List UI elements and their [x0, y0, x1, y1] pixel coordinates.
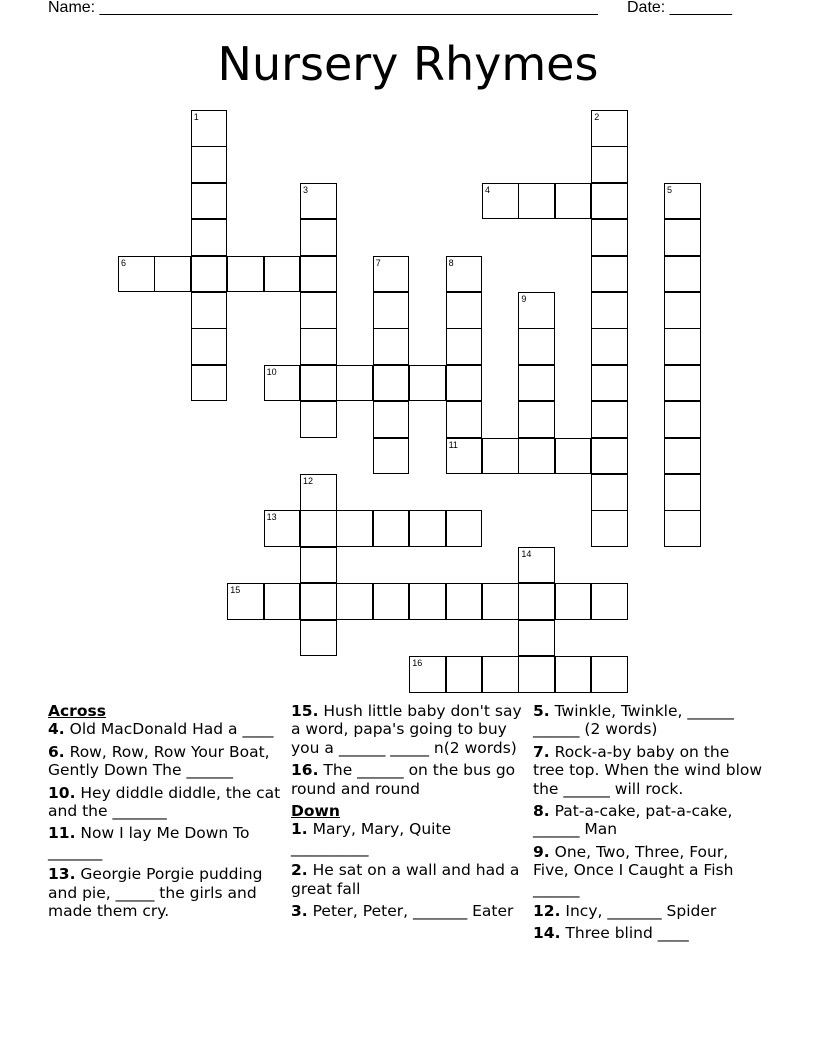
- crossword-cell[interactable]: [555, 583, 592, 620]
- crossword-cell[interactable]: [591, 474, 628, 511]
- crossword-cell[interactable]: [664, 292, 701, 329]
- clue-number-label: 4.: [48, 720, 65, 739]
- crossword-cell[interactable]: [518, 365, 555, 402]
- crossword-cell[interactable]: [191, 365, 228, 402]
- crossword-cell[interactable]: [300, 401, 337, 438]
- clue-number: 16: [412, 658, 423, 668]
- crossword-cell[interactable]: [300, 620, 337, 657]
- crossword-cell[interactable]: [191, 256, 228, 293]
- clue-number: 7: [375, 257, 381, 268]
- crossword-cell[interactable]: [555, 438, 592, 475]
- clue-item: [533, 743, 765, 798]
- down-heading: Down: [291, 802, 340, 821]
- clue-number: 15: [230, 585, 241, 596]
- clue-number: 4: [485, 184, 491, 195]
- clue-number: 12: [303, 476, 314, 486]
- crossword-cell[interactable]: [446, 292, 483, 329]
- crossword-cell[interactable]: [591, 401, 628, 438]
- crossword-cell[interactable]: [118, 256, 155, 293]
- crossword-cell[interactable]: [373, 328, 410, 365]
- crossword-cell[interactable]: [664, 438, 701, 475]
- clue-text: Incy, _______ Spider: [560, 902, 717, 921]
- clue-number: 2: [594, 112, 600, 122]
- crossword-cell[interactable]: [300, 256, 337, 293]
- clue-number: 1: [193, 112, 199, 122]
- crossword-cell[interactable]: [300, 292, 337, 329]
- clue-number: 3: [303, 184, 309, 195]
- clue-text: Mary, Mary, Quite __________: [291, 820, 452, 857]
- crossword-cell[interactable]: [300, 183, 337, 220]
- crossword-cell[interactable]: [446, 583, 483, 620]
- crossword-cell[interactable]: [373, 292, 410, 329]
- crossword-cell[interactable]: [482, 438, 519, 475]
- crossword-cell[interactable]: [591, 292, 628, 329]
- clue-number-label: 9.: [533, 842, 550, 861]
- clue-text: One, Two, Three, Four, Five, Once I Caught a Fish ______: [533, 842, 734, 898]
- crossword-cell[interactable]: [336, 583, 373, 620]
- clue-number: 5: [667, 184, 673, 195]
- crossword-cell[interactable]: [518, 183, 555, 220]
- clue-text: The ______ on the bus go round and round: [291, 761, 516, 798]
- crossword-cell[interactable]: [264, 510, 301, 547]
- crossword-cell[interactable]: [591, 110, 628, 147]
- clues-column-3: [533, 702, 765, 947]
- crossword-cell[interactable]: [446, 401, 483, 438]
- clue-item: [48, 824, 284, 861]
- crossword-cell[interactable]: [591, 510, 628, 547]
- clues-column-2: [291, 702, 523, 924]
- crossword-cell[interactable]: [336, 365, 373, 402]
- crossword-cell[interactable]: [664, 365, 701, 402]
- clue-number-label: 1.: [291, 820, 308, 839]
- clue-text: Rock-a-by baby on the tree top. When the wind blow the ______ will rock.: [533, 742, 763, 798]
- crossword-cell[interactable]: [518, 292, 555, 329]
- clue-number-label: 8.: [533, 802, 550, 821]
- clue-item: [48, 720, 284, 738]
- clue-item: [533, 924, 765, 942]
- clue-item: [291, 702, 523, 757]
- crossword-cell[interactable]: [555, 656, 592, 693]
- name-field-label: Name: ________________________________________________________: [48, 0, 598, 16]
- crossword-cell[interactable]: [591, 146, 628, 183]
- clue-number-label: 10.: [48, 783, 76, 802]
- crossword-cell[interactable]: [518, 438, 555, 475]
- crossword-cell[interactable]: [664, 328, 701, 365]
- clue-text: He sat on a wall and had a great fall: [291, 861, 520, 898]
- crossword-cell[interactable]: [591, 656, 628, 693]
- crossword-cell[interactable]: [373, 401, 410, 438]
- clue-item: [533, 702, 765, 739]
- clue-item: [291, 820, 523, 857]
- crossword-cell[interactable]: [300, 583, 337, 620]
- clue-text: Now I lay Me Down To _______: [48, 824, 250, 861]
- crossword-cell[interactable]: [446, 510, 483, 547]
- crossword-cell[interactable]: [264, 583, 301, 620]
- crossword-cell[interactable]: [591, 219, 628, 256]
- clue-text: Old MacDonald Had a ____: [64, 720, 274, 739]
- crossword-cell[interactable]: [518, 656, 555, 693]
- crossword-cell[interactable]: [191, 219, 228, 256]
- crossword-cell[interactable]: [664, 183, 701, 220]
- clue-item: [48, 865, 284, 920]
- crossword-cell[interactable]: [446, 438, 483, 475]
- crossword-cell[interactable]: [664, 474, 701, 511]
- crossword-cell[interactable]: [409, 583, 446, 620]
- crossword-cell[interactable]: [446, 328, 483, 365]
- clue-number-label: 5.: [533, 702, 550, 720]
- clue-number-label: 12.: [533, 902, 561, 921]
- clue-item: [533, 843, 765, 898]
- crossword-cell[interactable]: [446, 656, 483, 693]
- date-field-label: Date: _______: [627, 0, 732, 16]
- crossword-cell[interactable]: [300, 547, 337, 584]
- clue-item: [48, 743, 284, 780]
- crossword-cell[interactable]: [227, 256, 264, 293]
- crossword-cell[interactable]: [482, 583, 519, 620]
- clue-item: [533, 902, 765, 920]
- crossword-cell[interactable]: [373, 365, 410, 402]
- crossword-cell[interactable]: [664, 401, 701, 438]
- clue-number-label: 16.: [291, 761, 319, 780]
- clue-number: 10: [266, 366, 277, 377]
- clue-number-label: 15.: [291, 702, 319, 720]
- crossword-cell[interactable]: [373, 583, 410, 620]
- crossword-cell[interactable]: [664, 510, 701, 547]
- clue-item: [291, 902, 523, 920]
- crossword-cell[interactable]: [191, 328, 228, 365]
- clue-item: [291, 861, 523, 898]
- crossword-cell[interactable]: [409, 656, 446, 693]
- clue-number: 9: [521, 294, 527, 304]
- crossword-cell[interactable]: [191, 110, 228, 147]
- crossword-cell[interactable]: [191, 292, 228, 329]
- crossword-cell[interactable]: [482, 183, 519, 220]
- clue-number-label: 7.: [533, 742, 550, 761]
- crossword-cell[interactable]: [373, 510, 410, 547]
- crossword-cell[interactable]: [227, 583, 264, 620]
- crossword-cell[interactable]: [300, 510, 337, 547]
- crossword-cell[interactable]: [409, 510, 446, 547]
- crossword-cell[interactable]: [264, 256, 301, 293]
- crossword-cell[interactable]: [154, 256, 191, 293]
- clue-item: [291, 761, 523, 798]
- clue-number-label: 11.: [48, 824, 76, 843]
- clue-number-label: 3.: [291, 902, 308, 921]
- clue-number: 14: [521, 548, 532, 559]
- crossword-cell[interactable]: [591, 438, 628, 475]
- page-title: Nursery Rhymes: [217, 37, 599, 91]
- crossword-cell[interactable]: [482, 656, 519, 693]
- crossword-cell[interactable]: [518, 583, 555, 620]
- clue-number: 11: [448, 439, 458, 450]
- across-heading: Across: [48, 702, 106, 720]
- crossword-cell[interactable]: [664, 219, 701, 256]
- crossword-cell[interactable]: [191, 183, 228, 220]
- crossword-cell[interactable]: [555, 183, 592, 220]
- clue-number-label: 14.: [533, 924, 561, 943]
- clue-text: Pat-a-cake, pat-a-cake, ______ Man: [533, 802, 733, 839]
- clue-text: Three blind ____: [560, 924, 689, 943]
- crossword-cell[interactable]: [591, 256, 628, 293]
- crossword-cell[interactable]: [300, 365, 337, 402]
- crossword-cell[interactable]: [518, 328, 555, 365]
- clue-number: 13: [266, 512, 277, 523]
- crossword-cell[interactable]: [300, 328, 337, 365]
- clue-text: Hey diddle diddle, the cat and the _______: [48, 783, 281, 821]
- clues-column-1: [48, 702, 284, 924]
- crossword-cell[interactable]: [373, 256, 410, 293]
- clue-item: [533, 802, 765, 839]
- clue-number: 8: [448, 257, 454, 268]
- crossword-cell[interactable]: [518, 547, 555, 584]
- crossword-cell[interactable]: [191, 146, 228, 183]
- crossword-cell[interactable]: [518, 620, 555, 657]
- clue-text: Peter, Peter, _______ Eater: [307, 902, 514, 921]
- crossword-cell[interactable]: [664, 256, 701, 293]
- crossword-cell[interactable]: [300, 219, 337, 256]
- clue-number-label: 6.: [48, 742, 65, 761]
- crossword-cell[interactable]: [591, 328, 628, 365]
- crossword-cell[interactable]: [300, 474, 337, 511]
- crossword-cell[interactable]: [591, 365, 628, 402]
- crossword-cell[interactable]: [591, 583, 628, 620]
- clue-text: Row, Row, Row Your Boat, Gently Down The ______: [48, 742, 270, 780]
- clue-number-label: 2.: [291, 861, 308, 880]
- crossword-cell[interactable]: [409, 365, 446, 402]
- crossword-cell[interactable]: [446, 256, 483, 293]
- crossword-cell[interactable]: [591, 183, 628, 220]
- crossword-cell[interactable]: [264, 365, 301, 402]
- clue-text: Georgie Porgie pudding and pie, _____ the girls and made them cry.: [48, 865, 263, 921]
- crossword-cell[interactable]: [446, 365, 483, 402]
- clue-number-label: 13.: [48, 865, 76, 884]
- clue-text: Hush little baby don't say a word, papa's going to buy you a ______ _____ n(2 words): [291, 702, 522, 757]
- clue-number: 6: [121, 257, 127, 268]
- crossword-cell[interactable]: [518, 401, 555, 438]
- clue-item: [48, 784, 284, 821]
- crossword-cell[interactable]: [336, 510, 373, 547]
- crossword-cell[interactable]: [373, 438, 410, 475]
- clue-text: Twinkle, Twinkle, ______ ______ (2 words): [533, 702, 734, 739]
